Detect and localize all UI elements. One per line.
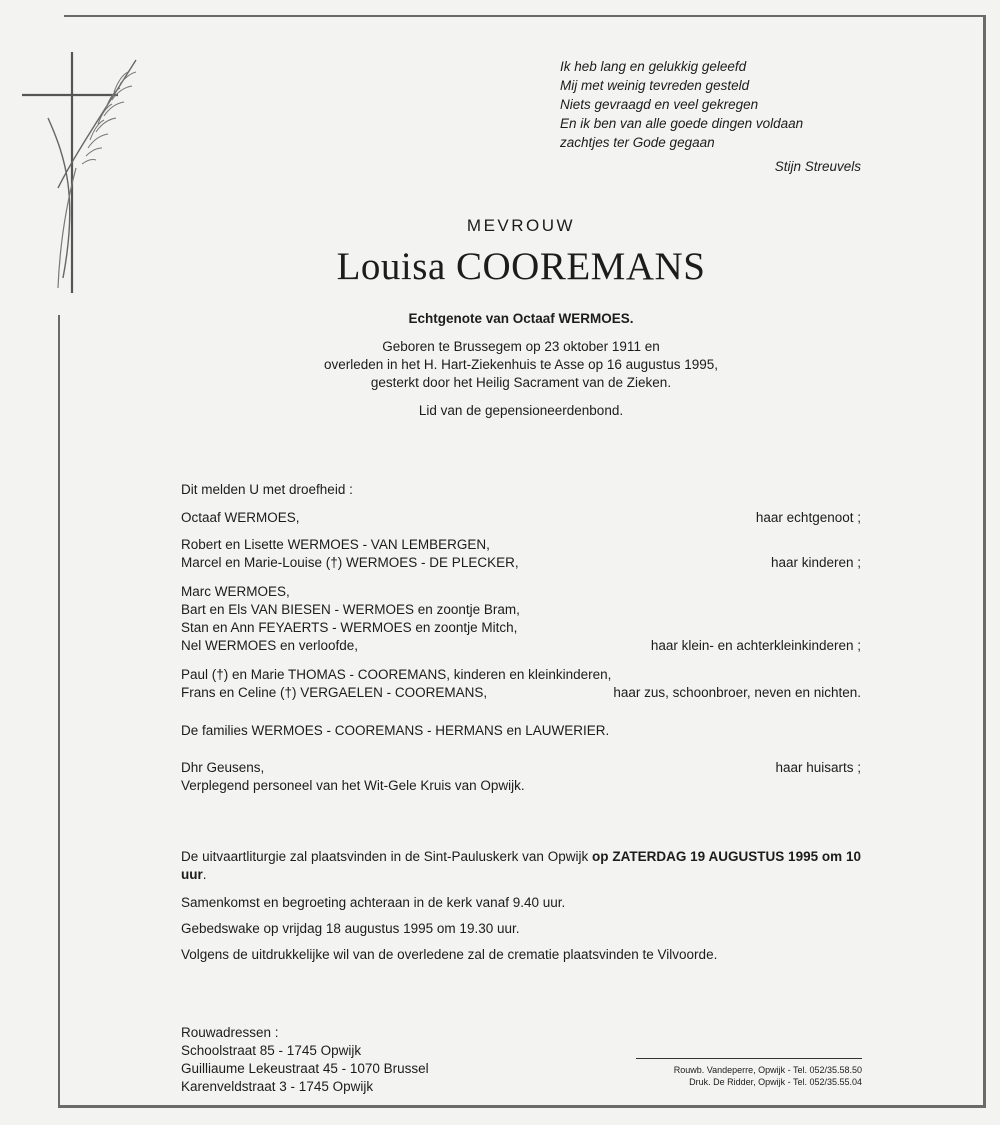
printer-line: Rouwb. Vandeperre, Opwijk - Tel. 052/35.58.50 [673,1065,862,1075]
poem-line: Niets gevraagd en veel gekregen [560,97,759,112]
bio [0,338,1000,392]
husband-name: Octaaf WERMOES, [181,510,300,525]
title-honorific: MEVROUW [466,216,576,235]
vigil-line: Gebedswake op vrijdag 18 augustus 1995 om 19.30 uur. [181,921,520,936]
announcement-intro: Dit melden U met droefheid : [181,482,353,497]
sibling-line: Paul (†) en Marie THOMAS - COOREMANS, kinderen en kleinkinderen, [181,667,612,682]
bio-line: Geboren te Brussegem op 23 oktober 1911 en [382,339,660,354]
child-line: Marcel en Marie-Louise (†) WERMOES - DE PLECKER, [181,555,519,570]
spouse-line: Echtgenote van Octaaf WERMOES. [408,311,634,326]
grandchild-line: Marc WERMOES, [181,584,290,599]
poem-line: En ik ben van alle goede dingen voldaan [560,116,804,131]
poem-line: Mij met weinig tevreden gesteld [560,78,750,93]
funeral-date: op ZATERDAG 19 AUGUSTUS 1995 om 10 uur [181,849,861,882]
families-line: De families WERMOES - COOREMANS - HERMANS en LAUWERIER. [181,723,610,738]
poem-line: Ik heb lang en gelukkig geleefd [560,59,747,74]
siblings-relation: haar zus, schoonbroer, neven en nichten. [613,685,861,700]
doctor-name: Dhr Geusens, [181,760,265,775]
addresses-heading: Rouwadressen : [181,1025,279,1040]
sibling-line: Frans en Celine (†) VERGAELEN - COOREMANS, [181,685,488,700]
grandchildren-relation: haar klein- en achterkleinkinderen ; [650,638,861,653]
funeral-end: . [202,867,207,882]
bio-line: gesterkt door het Heilig Sacrament van de Zieken. [370,375,672,390]
gathering-line: Samenkomst en begroeting achteraan in de kerk vanaf 9.40 uur. [181,895,566,910]
poem [560,57,803,152]
children-relation: haar kinderen ; [770,555,861,570]
address-line: Guilliaume Lekeustraat 45 - 1070 Brussel [181,1061,429,1076]
printer-credits [636,1058,862,1088]
cremation-line: Volgens de uitdrukkelijke wil van de overledene zal de crematie plaatsvinden te Vilvoorde. [181,947,718,962]
husband-relation: haar echtgenoot ; [755,510,861,525]
address-line: Schoolstraat 85 - 1745 Opwijk [181,1043,362,1058]
grandchild-line: Bart en Els VAN BIESEN - WERMOES en zoontje Bram, [181,602,520,617]
poem-author: Stijn Streuvels [774,159,861,174]
printer-line: Druk. De Ridder, Opwijk - Tel. 052/35.55.04 [689,1077,862,1087]
funeral-announcement [181,848,861,884]
membership: Lid van de gepensioneerdenbond. [418,403,624,418]
nursing-line: Verplegend personeel van het Wit-Gele Kruis van Opwijk. [181,778,525,793]
poem-line: zachtjes ter Gode gegaan [560,135,715,150]
doctor-relation: haar huisarts ; [775,760,861,775]
child-line: Robert en Lisette WERMOES - VAN LEMBERGEN, [181,537,490,552]
address-line: Karenveldstraat 3 - 1745 Opwijk [181,1079,374,1094]
grandchild-line: Stan en Ann FEYAERTS - WERMOES en zoontje Mitch, [181,620,518,635]
funeral-text: De uitvaartliturgie zal plaatsvinden in de Sint-Pauluskerk van Opwijk [181,849,589,864]
grandchild-line: Nel WERMOES en verloofde, [181,638,359,653]
bio-line: overleden in het H. Hart-Ziekenhuis te Asse op 16 augustus 1995, [324,357,718,372]
deceased-name: Louisa COOREMANS [336,245,706,288]
